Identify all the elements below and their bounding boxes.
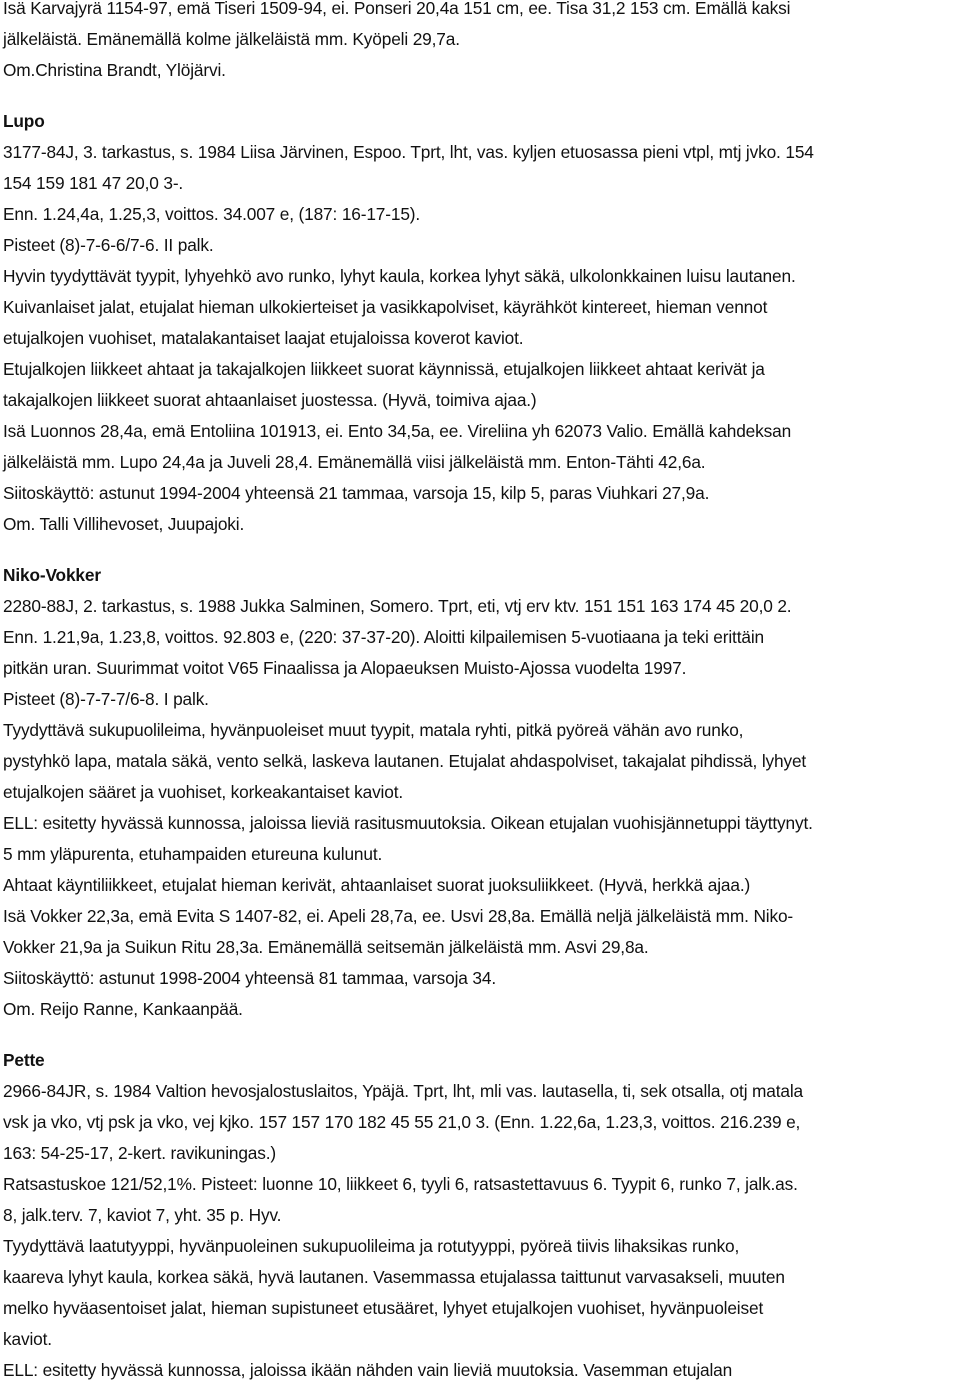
text-line: Kuivanlaiset jalat, etujalat hieman ulkokierteiset ja vasikkapolviset, käyrähköt kintereet, hieman vennot — [3, 297, 768, 317]
text-line: jälkeläistä mm. Lupo 24,4a ja Juveli 28,4. Emänemällä viisi jälkeläistä mm. Enton-Tähti 42,6a. — [3, 452, 706, 472]
text-line: Isä Karvajyrä 1154-97, emä Tiseri 1509-94, ei. Ponseri 20,4a 151 cm, ee. Tisa 31,2 153 cm. Emällä kaksi — [3, 0, 791, 18]
text-line: pystyhkö lapa, matala säkä, vento selkä, laskeva lautanen. Etujalat ahdaspolviset, takajalat pihdissä, lyhyet — [3, 751, 807, 771]
text-line: jälkeläistä. Emänemällä kolme jälkeläistä mm. Kyöpeli 29,7a. — [3, 29, 460, 49]
text-line: Isä Luonnos 28,4a, emä Entoliina 101913, ei. Ento 34,5a, ee. Vireliina yh 62073 Valio. Emällä kahdeksan — [3, 421, 792, 441]
intro-paragraph — [3, 0, 960, 86]
text-line: Enn. 1.24,4a, 1.25,3, voittos. 34.007 e, (187: 16-17-15). — [3, 204, 421, 224]
section-niko-vokker — [3, 560, 960, 1025]
text-line: Siitoskäyttö: astunut 1998-2004 yhteensä 81 tammaa, varsoja 34. — [3, 968, 496, 988]
text-line: takajalkojen liikkeet suorat ahtaanlaiset juostessa. (Hyvä, toimiva ajaa.) — [3, 390, 537, 410]
text-line: kaareva lyhyt kaula, korkea säkä, hyvä lautanen. Vasemmassa etujalassa taittunut varvasakseli, muuten — [3, 1267, 785, 1287]
text-line: 5 mm yläpurenta, etuhampaiden etureuna kulunut. — [3, 844, 383, 864]
text-line: 8, jalk.terv. 7, kaviot 7, yht. 35 p. Hyv. — [3, 1205, 282, 1225]
section-heading: Pette — [3, 1050, 45, 1070]
text-line: Ahtaat käyntiliikkeet, etujalat hieman kerivät, ahtaanlaiset suorat juoksuliikkeet. (Hyvä, herkkä ajaa.) — [3, 875, 751, 895]
text-line: ELL: esitetty hyvässä kunnossa, jaloissa lieviä rasitusmuutoksia. Oikean etujalan vuohisjännetuppi täyttynyt. — [3, 813, 813, 833]
section-gap — [3, 1025, 960, 1045]
text-line: Om. Talli Villihevoset, Juupajoki. — [3, 514, 245, 534]
text-line: Tyydyttävä laatutyyppi, hyvänpuoleinen sukupuolileima ja rotutyyppi, pyöreä tiivis lihaksikas runko, — [3, 1236, 740, 1256]
text-line: Om.Christina Brandt, Ylöjärvi. — [3, 60, 226, 80]
text-line: ELL: esitetty hyvässä kunnossa, jaloissa ikään nähden vain lieviä muutoksia. Vasemman etujalan — [3, 1360, 733, 1380]
text-line: Ratsastuskoe 121/52,1%. Pisteet: luonne 10, liikkeet 6, tyyli 6, ratsastettavuus 6. Tyypit 6, runko 7, jalk.as. — [3, 1174, 798, 1194]
text-line: Hyvin tyydyttävät tyypit, lyhyehkö avo runko, lyhyt kaula, korkea lyhyt säkä, ulkolonkkainen luisu lautanen. — [3, 266, 796, 286]
section-lupo — [3, 106, 960, 540]
section-gap — [3, 86, 960, 106]
text-line: vsk ja vko, vtj psk ja vko, vej kjko. 157 157 170 182 45 55 21,0 3. (Enn. 1.22,6a, 1.23,3, voittos. 216.239 e, — [3, 1112, 801, 1132]
text-line: Etujalkojen liikkeet ahtaat ja takajalkojen liikkeet suorat käynnissä, etujalkojen liikkeet ahtaat kerivät ja — [3, 359, 765, 379]
text-line: melko hyväasentoiset jalat, hieman supistuneet etusääret, lyhyet etujalkojen vuohiset, hyvänpuoleiset — [3, 1298, 764, 1318]
text-line: 154 159 181 47 20,0 3-. — [3, 173, 184, 193]
section-gap — [3, 540, 960, 560]
text-line: 3177-84J, 3. tarkastus, s. 1984 Liisa Järvinen, Espoo. Tprt, lht, vas. kyljen etuosassa pieni vtpl, mtj jvko. 154 — [3, 142, 814, 162]
text-line: etujalkojen sääret ja vuohiset, korkeakantaiset kaviot. — [3, 782, 404, 802]
section-heading: Niko-Vokker — [3, 565, 101, 585]
text-line: Vokker 21,9a ja Suikun Ritu 28,3a. Emänemällä seitsemän jälkeläistä mm. Asvi 29,8a. — [3, 937, 649, 957]
text-line: Pisteet (8)-7-6-6/7-6. II palk. — [3, 235, 214, 255]
text-line: Isä Vokker 22,3a, emä Evita S 1407-82, ei. Apeli 28,7a, ee. Usvi 28,8a. Emällä neljä jälkeläistä mm. Niko- — [3, 906, 794, 926]
section-pette — [3, 1045, 960, 1386]
text-line: 2966-84JR, s. 1984 Valtion hevosjalostuslaitos, Ypäjä. Tprt, lht, mli vas. lautasella, ti, sek otsalla, otj matala — [3, 1081, 804, 1101]
text-line: Om. Reijo Ranne, Kankaanpää. — [3, 999, 243, 1019]
text-line: Tyydyttävä sukupuolileima, hyvänpuoleiset muut tyypit, matala ryhti, pitkä pyöreä vähän avo runko, — [3, 720, 744, 740]
section-heading: Lupo — [3, 111, 45, 131]
text-line: kaviot. — [3, 1329, 52, 1349]
text-line: pitkän uran. Suurimmat voitot V65 Finaalissa ja Alopaeuksen Muisto-Ajossa vuodelta 1997. — [3, 658, 687, 678]
text-line: 163: 54-25-17, 2-kert. ravikuningas.) — [3, 1143, 277, 1163]
text-line: Enn. 1.21,9a, 1.23,8, voittos. 92.803 e, (220: 37-37-20). Aloitti kilpailemisen 5-vuotiaana ja teki erittäin — [3, 627, 764, 647]
text-line: Pisteet (8)-7-7-7/6-8. I palk. — [3, 689, 209, 709]
text-line: etujalkojen vuohiset, matalakantaiset laajat etujaloissa koverot kaviot. — [3, 328, 524, 348]
text-line: 2280-88J, 2. tarkastus, s. 1988 Jukka Salminen, Somero. Tprt, eti, vtj erv ktv. 151 151 163 174 45 20,0 2. — [3, 596, 792, 616]
text-line: Siitoskäyttö: astunut 1994-2004 yhteensä 21 tammaa, varsoja 15, kilp 5, paras Viuhkari 27,9a. — [3, 483, 710, 503]
